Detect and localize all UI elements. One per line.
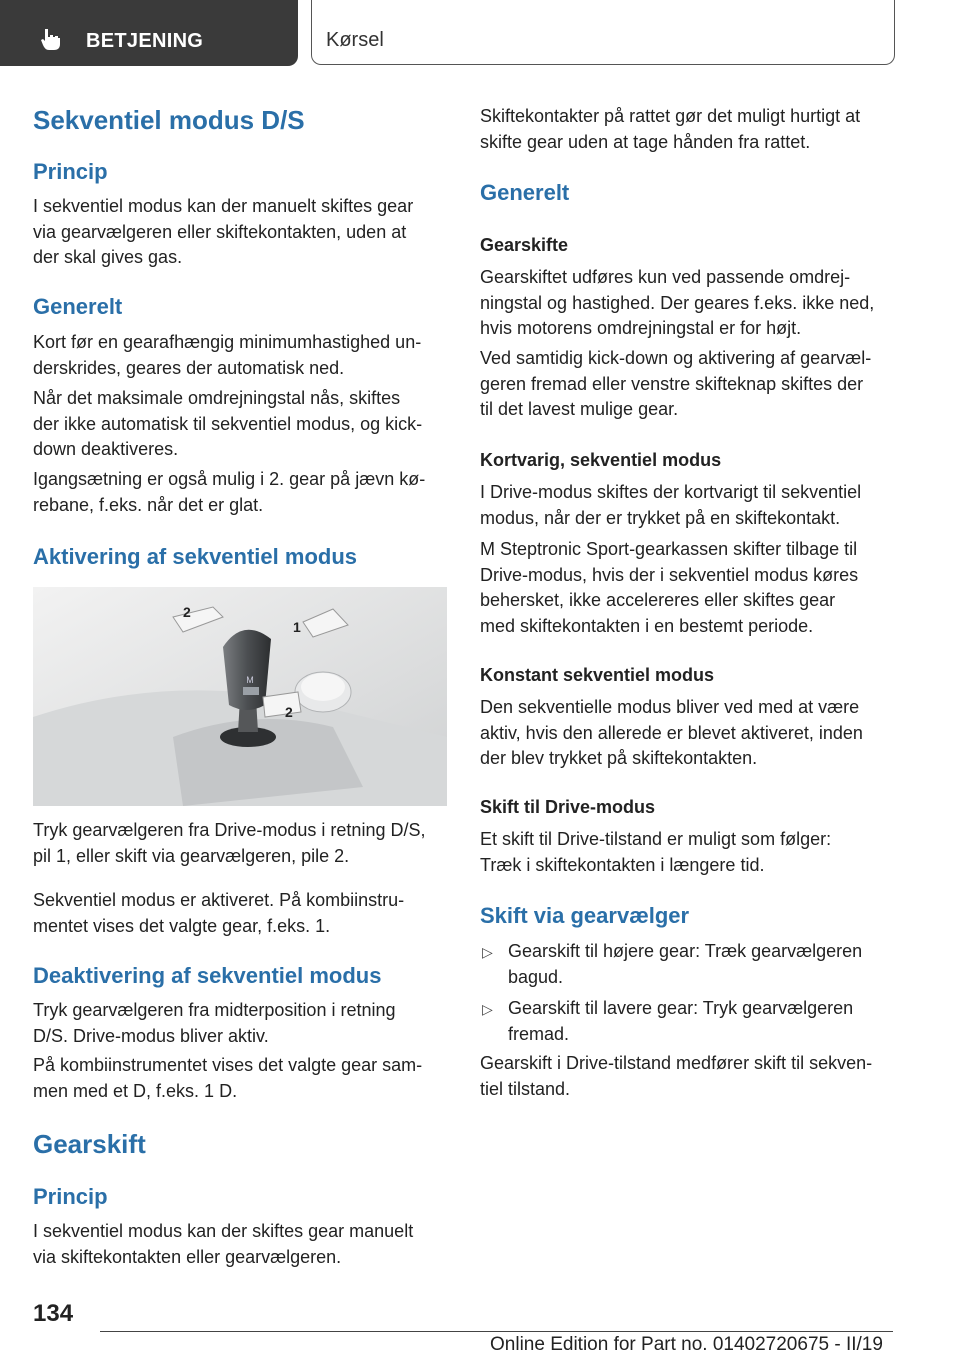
bullet-triangle-icon: ▷ [482, 944, 493, 960]
drive-heading: Skift til Drive-modus [480, 797, 656, 817]
section-title: Sekventiel modus D/S [33, 105, 305, 135]
drive-paragraph-1: Et skift til Drive-tilstand er muligt som følger: Træk i skiftekontakten i længere tid. [480, 829, 832, 875]
gearskifte-paragraph-1: Gearskiftet udføres kun ved passende omdrej- ningstal og hastighed. Der geares f.eks. ikke ned, hvis motorens omdrejningstal er for højt. [480, 267, 875, 338]
footer-divider [100, 1331, 893, 1332]
gearskift-princip-text: I sekventiel modus kan der skiftes gear manuelt via skiftekontakten eller gearvælgeren. [33, 1221, 414, 1267]
figure-arrow-2b-label: 2 [285, 704, 293, 720]
princip-heading: Princip [33, 159, 108, 184]
section-label: BETJENING [86, 30, 204, 52]
gearskift-princip-heading: Princip [33, 1184, 108, 1209]
hand-pointer-icon [38, 26, 64, 52]
aktivering-heading: Aktivering af sekventiel modus [33, 544, 357, 569]
figure-badge-m: M [246, 675, 254, 685]
figure-arrow-2-label: 2 [183, 604, 191, 620]
gear-selector-illustration [33, 587, 447, 806]
konstant-heading: Konstant sekventiel modus [480, 665, 715, 685]
konstant-paragraph-1: Den sekventielle modus bliver ved med at være aktiv, hvis den allerede er blevet aktiveret, inden der blev trykket på skiftekontakten. [480, 697, 863, 768]
aktivering-paragraph-2: Sekventiel modus er aktiveret. På kombiinstru- mentet vises det valgte gear, f.eks. 1. [33, 890, 405, 936]
closing-paragraph: Gearskift i Drive-tilstand medfører skift til sekven- tiel tilstand. [480, 1053, 873, 1099]
deaktivering-paragraph-1: Tryk gearvælgeren fra midterposition i retning D/S. Drive-modus bliver aktiv. [33, 1000, 396, 1046]
page-number: 134 [33, 1300, 74, 1327]
kortvarig-paragraph-1: I Drive-modus skiftes der kortvarigt til sekventiel modus, når der er trykket på en skiftekontakt. [480, 482, 862, 528]
gearskift-title: Gearskift [33, 1129, 146, 1159]
generelt-paragraph-1: Kort før en gearafhængig minimumhastighed un- derskrides, geares der automatisk ned. [33, 332, 422, 378]
chapter-tab [311, 0, 895, 65]
deaktivering-heading: Deaktivering af sekventiel modus [33, 963, 382, 988]
chapter-label: Kørsel [326, 29, 384, 51]
gearskifte-paragraph-2: Ved samtidig kick-down og aktivering af gearvæl- geren fremad eller venstre skifteknap skiftes der til det lavest mulige gear. [480, 348, 872, 419]
right-intro: Skiftekontakter på rattet gør det muligt hurtigt at skifte gear uden at tage hånden fra rattet. [480, 106, 861, 152]
kortvarig-heading: Kortvarig, sekventiel modus [480, 450, 722, 470]
list-item: Gearskift til højere gear: Træk gearvælgeren bagud. [508, 941, 863, 987]
list-item: Gearskift til lavere gear: Tryk gearvælgeren fremad. [508, 998, 854, 1044]
edition-text: Online Edition for Part no. 01402720675 - II/19 [490, 1334, 883, 1355]
generelt-heading: Generelt [33, 294, 123, 319]
deaktivering-paragraph-2: På kombiinstrumentet vises det valgte gear sam- men med et D, f.eks. 1 D. [33, 1055, 423, 1101]
right-generelt-heading: Generelt [480, 180, 570, 205]
kortvarig-paragraph-2: M Steptronic Sport-gearkassen skifter tilbage til Drive-modus, hvis der i sekventiel modus køres behersket, ikke accelereres eller skiftes gear med skiftekontakten i en bestemt periode. [480, 539, 859, 636]
generelt-paragraph-3: Igangsætning er også mulig i 2. gear på jævn kø- rebane, f.eks. når det er glat. [33, 469, 426, 515]
gearvaelger-heading: Skift via gearvælger [480, 903, 690, 928]
princip-text: I sekventiel modus kan der manuelt skiftes gear via gearvælgeren eller skiftekontakten, uden at der skal gives gas. [33, 196, 414, 267]
page-header [0, 0, 960, 66]
section-tab [0, 0, 298, 66]
figure-arrow-1-label: 1 [293, 619, 301, 635]
gearskifte-heading: Gearskifte [480, 235, 569, 255]
generelt-paragraph-2: Når det maksimale omdrejningstal nås, skiftes der ikke automatisk til sekventiel modus, og kick- down deaktiveres. [33, 388, 423, 459]
aktivering-paragraph-1: Tryk gearvælgeren fra Drive-modus i retning D/S, pil 1, eller skift via gearvælgeren, pile 2. [33, 820, 426, 866]
bullet-triangle-icon: ▷ [482, 1001, 493, 1017]
